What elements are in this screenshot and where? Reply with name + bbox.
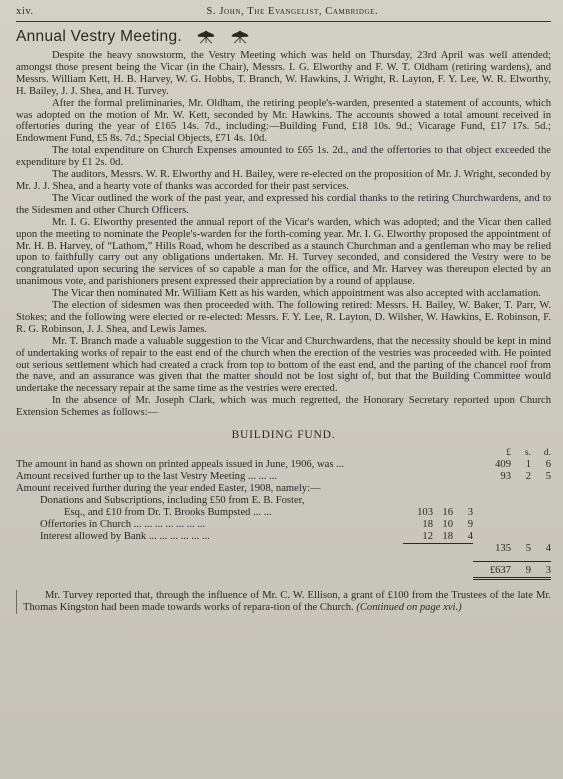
- fund-row-desc: Esq., and £10 from Dr. T. Brooks Bumpsted: [64, 507, 251, 519]
- subtotal-pounds: 135: [495, 543, 511, 555]
- paragraph: The auditors, Messrs. W. R. Elworthy and H. Bailey, were re-elected on the proposition of Mr. J. Wright, seconded by Mr. J. J. Shea, and a hearty vote of thanks was accorded for their past services.: [16, 169, 551, 192]
- pounds-value: [473, 495, 511, 507]
- closing-paragraph: [23, 590, 551, 614]
- sub-shillings: 10: [442, 519, 453, 531]
- subtotal-shillings: 5: [525, 543, 531, 555]
- shillings-header: s.: [524, 448, 531, 459]
- sub-pence: 9: [467, 519, 473, 531]
- total-pence: 3: [531, 561, 551, 577]
- sub-pence: [453, 471, 473, 483]
- shillings-value: [511, 495, 531, 507]
- running-header: [16, 6, 551, 22]
- pence-value: 5: [545, 471, 551, 483]
- continued-note: (Continued on page xvi.): [356, 602, 462, 613]
- fund-row: [16, 483, 551, 495]
- sub-shillings: [433, 471, 453, 483]
- sub-pence: [453, 483, 473, 495]
- sub-pounds: [403, 471, 433, 483]
- fund-row: [16, 531, 551, 543]
- sub-shillings: [433, 483, 453, 495]
- sub-pounds: 103: [417, 507, 433, 519]
- pounds-header: £: [506, 448, 511, 459]
- leader-dots: ... ...: [253, 507, 272, 519]
- fund-row: [16, 471, 551, 483]
- paragraph: Mr. T. Branch made a valuable suggestion to the Vicar and Churchwardens, that the necessity should be kept in mind of undertaking works of repair to the east end of the church when the erection of the vestries was proceeded with. He pointed out serious settlement which had created a crack from top to bottom of the east end, and the parting of the chancel roof from the nave, and an assurance was given that the matter should not be lost sight of, but that the Building Committee would undertake the necessary repair at the same time as the vestries were erected.: [16, 335, 551, 395]
- pence-header: d.: [543, 448, 551, 459]
- leader-dots: ... ... ...: [247, 471, 278, 483]
- leader-dots: ... ... ... ... ... ...: [144, 519, 206, 531]
- subtotal-row: [16, 543, 551, 555]
- fund-row: [16, 519, 551, 531]
- sub-shillings: [433, 459, 453, 471]
- paragraph: The election of sidesmen was then proceeded with. The following retired: Messrs. H. Bailey, W. Baker, T. Parr, W. Stokes; and the following were elected or re-elected: Messrs. F. Y. Lee, R. Layton, D. Wilsher, W. Hawkins, E. Robinson, F. R. G. Robinson, J. J. Shea, and Lewis James.: [16, 300, 551, 335]
- paragraph: After the formal preliminaries, Mr. Oldham, the retiring people's-warden, presented a statement of accounts, which was adopted on the motion of Mr. W. Kett, seconded by Mr. Hawkins. The accounts showed a total amount received in offertories during the year of £165 14s. 7d., including:—Building Fund, £18 10s. 9d.; Vicarage Fund, £17 17s. 5d.; Endowment Fund, £5 8s. 7d.; Special Objects, £71 4s. 10d.: [16, 97, 551, 145]
- fund-row: [16, 495, 551, 507]
- paragraph: The total expenditure on Church Expenses amounted to £65 1s. 2d., and the offertories to that object exceeded the expenditure by £1 2s. 0d.: [16, 145, 551, 169]
- paragraph: Despite the heavy snowstorm, the Vestry Meeting which was held on Thursday, 23rd April was well attended; amongst those present being the Vicar (in the Chair), Messrs. I. G. Elworthy and F. W. T. Oldham (retiring wardens), and Messrs. William Kett, H. B. Harvey, W. G. Hobbs, T. Branch, W. Hawkins, J. Wright, R. Layton, F. Y. Lee, W. R. Elworthy, H. Bailey, J. J. Shea, and H. Turvey.: [16, 50, 551, 97]
- shillings-value: [511, 531, 531, 543]
- pounds-value: [473, 531, 511, 543]
- sub-pounds: 12: [422, 531, 433, 543]
- fund-row-desc: The amount in hand as shown on printed appeals issued in June, 1906, was: [16, 459, 334, 471]
- sub-pounds: [403, 459, 433, 471]
- pence-value: [531, 495, 551, 507]
- pence-value: [531, 531, 551, 543]
- pounds-value: [473, 507, 511, 519]
- total-pounds: £637: [473, 561, 511, 577]
- fund-row: [16, 507, 551, 519]
- sub-pounds: 18: [422, 519, 433, 531]
- sub-pounds: [403, 483, 433, 495]
- paragraph: The Vicar outlined the work of the past year, and expressed his cordial thanks to the retiring Churchwardens, and to the Sidesmen and other Church Officers.: [16, 192, 551, 216]
- total-row: [16, 561, 551, 577]
- sub-pounds: [403, 495, 433, 507]
- leader-dots: ... ... ... ... ... ...: [148, 531, 210, 543]
- sub-pence: [453, 495, 473, 507]
- fund-row-desc: Donations and Subscriptions, including £50 from E. B. Foster,: [40, 495, 305, 507]
- building-fund-table: [16, 447, 551, 580]
- fund-row-desc: Interest allowed by Bank: [40, 531, 147, 543]
- sub-pence: 3: [467, 507, 473, 519]
- closing-text: Mr. Turvey reported that, through the influence of Mr. C. W. Ellison, a grant of £100 from the Trustees of the late Mr. Thomas Kingston had been made towards works of repara-tion of the Church.: [23, 590, 551, 613]
- closing-section: [16, 590, 551, 614]
- running-title: S. John, The Evangelist, Cambridge.: [206, 6, 379, 17]
- total-underline: [16, 577, 551, 580]
- page-number: xiv.: [16, 6, 34, 17]
- paragraph: Mr. I. G. Elworthy presented the annual report of the Vicar's warden, which was adopted; and the Vicar then called upon the meeting to nominate the People's-warden for the forth-coming year. Mr. I. G. Elworthy proposed the appointment of Mr. H. B. Harvey, of “Lathom,” Hills Road, whom he described as a staunch Churchman and a gentleman who may be relied upon to faithfully carry out any obligations undertaken. Mr. H. Turvey seconded, and considered the Vestry were to be congratulated upon securing the services of so capable a man for the office, and Mr. Harvey was thereupon elected by an unanimous vote, and parishioners present expressed their appreciation by a round of applause.: [16, 216, 551, 288]
- pounds-value: [473, 519, 511, 531]
- sub-pence: 4: [467, 531, 473, 543]
- fleuron-ornament-icon: [230, 30, 250, 44]
- pounds-value: 93: [500, 471, 511, 483]
- sub-shillings: 18: [442, 531, 453, 543]
- article-heading: Annual Vestry Meeting.: [16, 28, 182, 45]
- building-fund-title: BUILDING FUND.: [231, 429, 336, 442]
- shillings-value: [511, 519, 531, 531]
- shillings-value: 2: [525, 471, 531, 483]
- shillings-value: [511, 483, 531, 495]
- pounds-value: [473, 483, 511, 495]
- fund-column-headers: [16, 447, 551, 459]
- shillings-value: 1: [525, 459, 531, 471]
- pence-value: [531, 483, 551, 495]
- leader-dots: ...: [336, 459, 345, 471]
- subtotal-pence: 4: [545, 543, 551, 555]
- fund-row: [16, 459, 551, 471]
- fund-row-desc: Amount received further up to the last Vestry Meeting: [16, 471, 246, 483]
- article-body: [16, 50, 551, 419]
- pence-value: 6: [545, 459, 551, 471]
- sub-pence: [453, 459, 473, 471]
- paragraph: The Vicar then nominated Mr. William Kett as his warden, which appointment was also accepted with acclamation.: [52, 288, 541, 300]
- total-shillings: 9: [511, 561, 531, 577]
- paragraph: In the absence of Mr. Joseph Clark, which was much regretted, the Honorary Secretary reported upon Church Extension Schemes as follows:—: [16, 395, 551, 419]
- sub-shillings: 16: [442, 507, 453, 519]
- pounds-value: 409: [495, 459, 511, 471]
- fund-row-desc: Offertories in Church ...: [40, 519, 142, 531]
- fleuron-ornament-icon: [196, 30, 216, 44]
- pence-value: [531, 519, 551, 531]
- fund-row-desc: Amount received further during the year ended Easter, 1908, namely:—: [16, 483, 321, 495]
- shillings-value: [511, 507, 531, 519]
- sub-shillings: [433, 495, 453, 507]
- pence-value: [531, 507, 551, 519]
- article-heading-row: [16, 28, 551, 46]
